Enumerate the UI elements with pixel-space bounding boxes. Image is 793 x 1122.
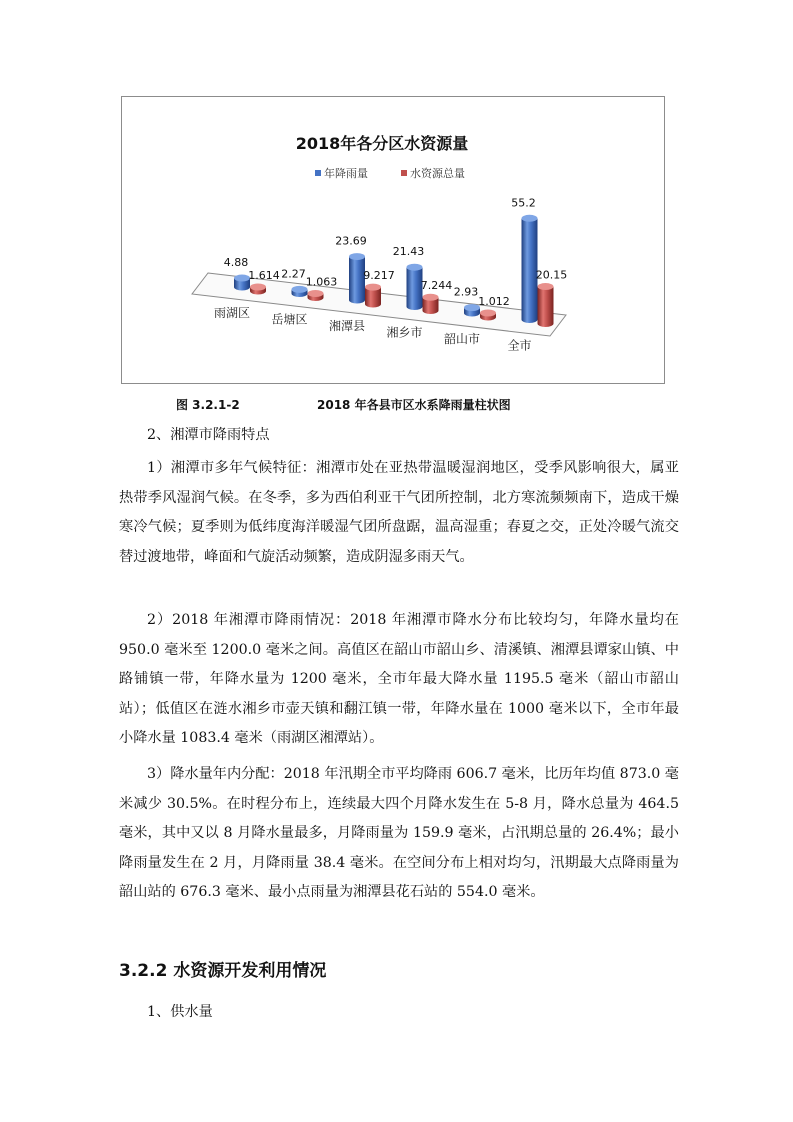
figure-caption <box>0 396 793 416</box>
category-label-5: 全市 <box>507 338 532 353</box>
chart-title: 2018年各分区水资源量 <box>295 134 469 153</box>
value-label-water-resources-0: 1.614 <box>248 269 280 282</box>
value-label-rainfall-4: 2.93 <box>453 285 479 299</box>
figure-caption-text: 2018 年各县市区水系降雨量柱状图 <box>317 398 511 412</box>
paragraph-rainfall-2018: 2）2018 年湘潭市降雨情况：2018 年湘潭市降水分布比较均匀，年降水量均在 950.0 毫米至 1200.0 毫米之间。高值区在韶山市韶山乡、清溪镇、湘潭县谭家山镇、中路铺镇一带，年降水量为 1200 毫米，全市年最大降水量 1195.5 毫米（韶山市韶山站）；低值区在涟水湘乡市壶天镇和翻江镇一带，年降水量在 1000 毫米以下，全市年最小降水量 1083.4 毫米（雨湖区湘潭站）。 <box>119 612 679 746</box>
legend-swatch-water-resources <box>401 170 407 176</box>
section-2-title: 2、湘潭市降雨特点 <box>147 427 270 443</box>
paragraph-distribution: 3）降水量年内分配：2018 年汛期全市平均降雨 606.7 毫米，比历年均值 873.0 毫米减少 30.5%。在时程分布上，连续最大四个月降水发生在 5-8 月，降水总量为 464.5 毫米，其中又以 8 月降水量最多，月降雨量为 159.9 毫米，占汛期总量的 26.4%；最小降雨量发生在 2 月，月降雨量 38.4 毫米。在空间分布上相对均匀，汛期最大点降雨量为韶山站的 676.3 毫米、最小点雨量为湘潭县花石站的 554.0 毫米。 <box>119 766 679 900</box>
rainfall-bar-chart <box>122 97 666 385</box>
bar-water-resources-2 <box>365 284 381 308</box>
value-label-water-resources-3: 7.244 <box>420 279 453 293</box>
list-item-water-supply: 1、供水量 <box>147 1004 213 1020</box>
section-heading-3-2-2: 3.2.2 水资源开发利用情况 <box>119 961 327 981</box>
legend-swatch-rainfall <box>315 170 321 176</box>
value-label-rainfall-3: 21.43 <box>392 245 425 259</box>
legend-label-rainfall: 年降雨量 <box>324 167 368 180</box>
paragraph-climate: 1）湘潭市多年气候特征：湘潭市处在亚热带温暖湿润地区，受季风影响很大，属亚热带季风湿润气候。在冬季，多为西伯利亚干气团所控制，北方寒流频频南下，造成干燥寒冷气候；夏季则为低纬度海洋暖湿气团所盘踞，温高湿重；春夏之交，正处冷暖气流交替过渡地带，峰面和气旋活动频繁，造成阴湿多雨天气。 <box>119 460 679 565</box>
category-label-2: 湘潭县 <box>328 319 366 333</box>
value-label-rainfall-1: 2.27 <box>281 267 306 281</box>
category-label-3: 湘乡市 <box>386 325 423 340</box>
figure-number: 图 3.2.1-2 <box>176 398 240 412</box>
value-label-water-resources-1: 1.063 <box>305 275 338 289</box>
category-label-0: 雨湖区 <box>213 306 251 320</box>
bar-water-resources-4 <box>480 310 496 321</box>
bar-water-resources-0 <box>250 284 266 295</box>
value-label-rainfall-0: 4.88 <box>223 256 249 270</box>
value-label-water-resources-4: 1.012 <box>478 295 510 308</box>
bar-water-resources-5 <box>538 283 554 327</box>
legend-label-water-resources: 水资源总量 <box>410 167 465 180</box>
category-label-4: 韶山市 <box>443 332 481 346</box>
value-label-water-resources-2: 9.217 <box>363 269 395 283</box>
value-label-rainfall-2: 23.69 <box>335 234 367 248</box>
bar-water-resources-1 <box>308 290 324 301</box>
value-label-rainfall-5: 55.2 <box>511 196 536 210</box>
value-label-water-resources-5: 20.15 <box>535 268 568 282</box>
bar-water-resources-3 <box>423 294 439 314</box>
category-label-1: 岳塘区 <box>271 312 308 327</box>
chart-frame <box>121 96 665 384</box>
